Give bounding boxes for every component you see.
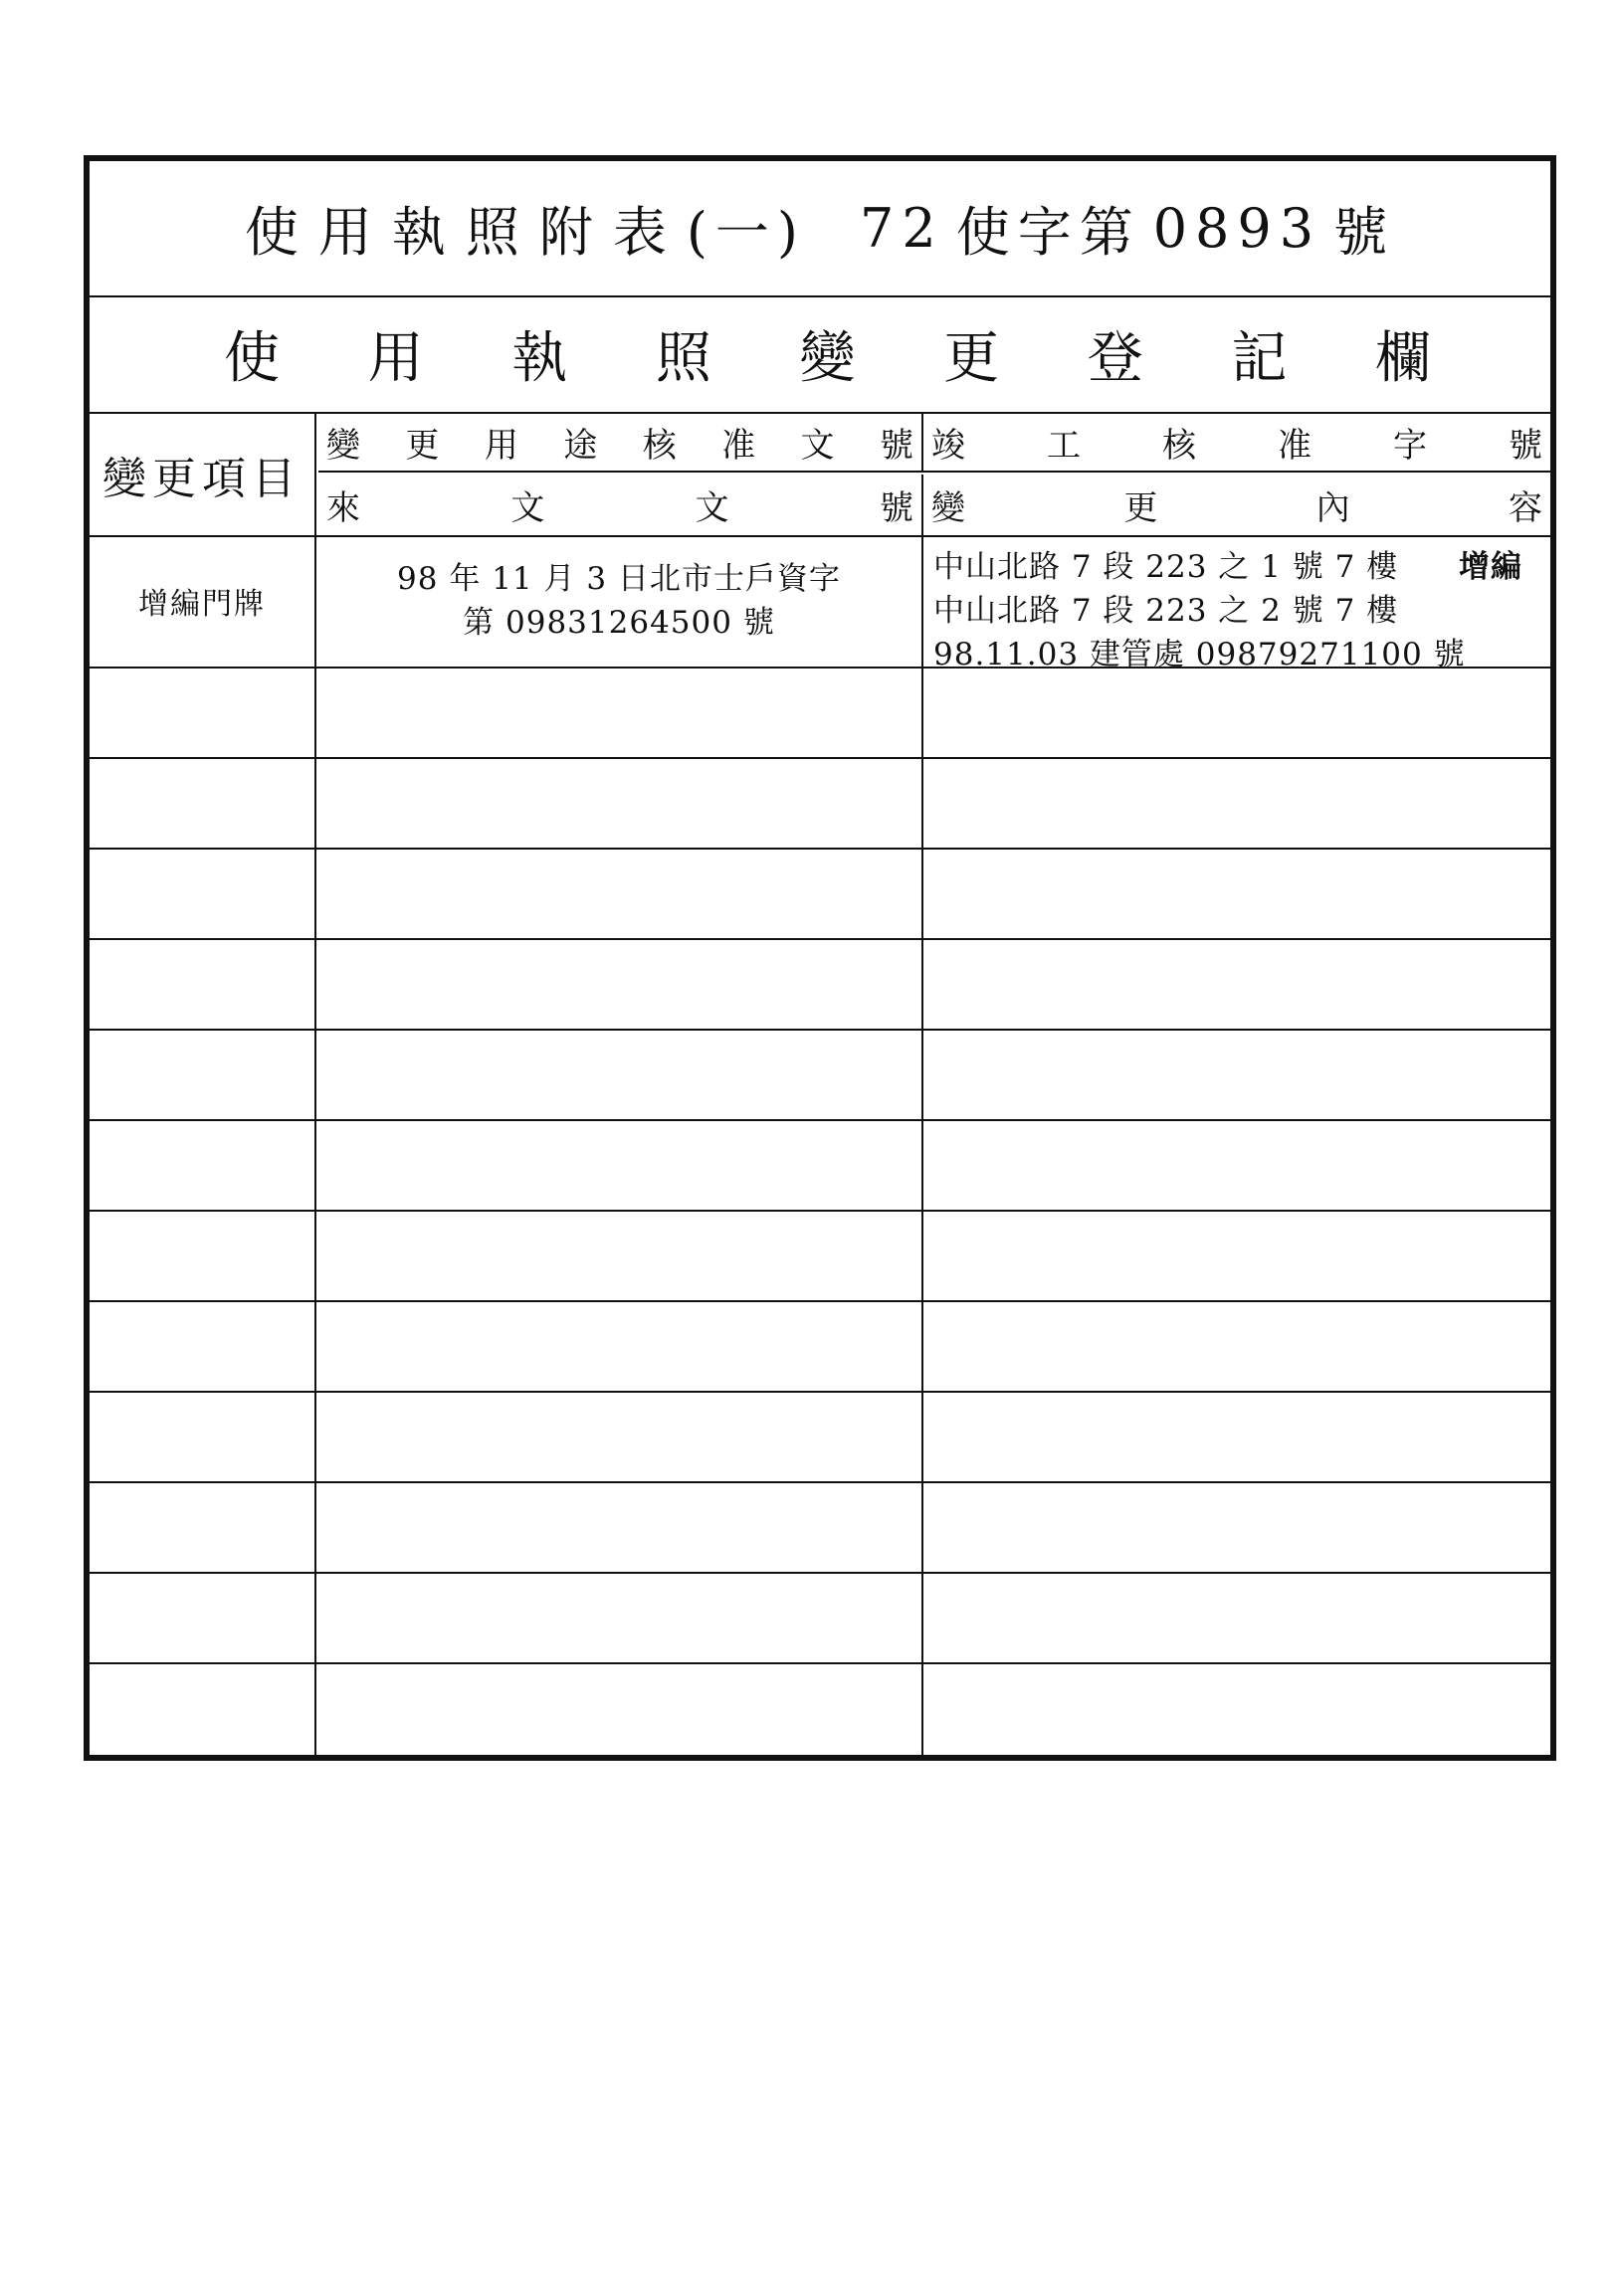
title-char: 號 — [1333, 201, 1396, 264]
empty-cell — [90, 1121, 316, 1210]
empty-cell — [316, 1121, 923, 1210]
empty-cell — [923, 850, 1550, 938]
title-char: 使字第 — [955, 201, 1141, 264]
empty-cell — [923, 1574, 1550, 1662]
empty-cell — [316, 1483, 923, 1572]
header-change-item: 變更項目 — [90, 414, 316, 535]
title-char: 表 — [612, 201, 675, 264]
subtitle-char: 更 — [943, 325, 1000, 391]
header-char: 工 — [1047, 426, 1081, 466]
header-char: 號 — [879, 426, 913, 466]
empty-cell — [923, 1031, 1550, 1119]
empty-cell — [923, 1483, 1550, 1572]
row-change-content — [923, 535, 1550, 672]
header-char: 號 — [879, 488, 913, 528]
header-char: 字 — [1393, 426, 1427, 466]
title-char: (一) — [686, 201, 806, 264]
header-char: 途 — [563, 426, 598, 466]
section-subtitle — [90, 295, 1550, 414]
table-row-empty — [90, 1393, 1550, 1483]
header-approval-doc-number — [318, 414, 923, 473]
header-completion-approval-number — [923, 414, 1550, 473]
empty-cell — [923, 1302, 1550, 1391]
table-row-empty — [90, 940, 1550, 1031]
header-char: 准 — [1278, 426, 1312, 466]
table-row-empty — [90, 1212, 1550, 1302]
content-text: 中山北路 7 段 223 之 1 號 7 樓 — [933, 549, 1399, 585]
subtitle-char: 欄 — [1375, 325, 1431, 391]
table-row-empty — [90, 1664, 1550, 1755]
table-row-empty — [90, 1031, 1550, 1121]
empty-cell — [316, 940, 923, 1029]
content-tag: 增編 — [1459, 549, 1522, 585]
empty-cell — [90, 1574, 316, 1662]
header-char: 文 — [800, 426, 835, 466]
subtitle-char: 使 — [224, 325, 280, 391]
content-line: 中山北路 7 段 223 之 2 號 7 樓 — [933, 593, 1399, 629]
subtitle-char: 記 — [1231, 325, 1288, 391]
empty-cell — [90, 940, 316, 1029]
table-row-empty — [90, 1483, 1550, 1574]
empty-cell — [90, 1483, 316, 1572]
empty-cell — [90, 1664, 316, 1755]
title-char: 使 — [244, 201, 306, 264]
doc-line: 98 年 11 月 3 日北市士戶資字 — [397, 561, 841, 597]
empty-cell — [923, 669, 1550, 757]
table-row-empty — [90, 1121, 1550, 1212]
empty-cell — [923, 1121, 1550, 1210]
subtitle-char: 登 — [1087, 325, 1143, 391]
empty-cell — [923, 1664, 1550, 1755]
header-char: 號 — [1509, 426, 1542, 466]
title-char: 0893 — [1152, 197, 1322, 260]
header-char: 核 — [642, 426, 677, 466]
empty-cell — [923, 940, 1550, 1029]
empty-cell — [316, 759, 923, 848]
empty-cell — [90, 1393, 316, 1481]
table-body — [90, 535, 1550, 1755]
title-char: 執 — [391, 201, 454, 264]
table-row — [90, 535, 1550, 672]
empty-cell — [90, 1212, 316, 1300]
table-row-empty — [90, 850, 1550, 940]
empty-cell — [923, 1393, 1550, 1481]
row-doc-number — [316, 535, 923, 667]
empty-cell — [90, 669, 316, 757]
row-change-item: 增編門牌 — [90, 535, 316, 667]
subtitle-char: 照 — [655, 325, 711, 391]
empty-cell — [316, 1302, 923, 1391]
table-row-empty — [90, 759, 1550, 850]
empty-cell — [90, 850, 316, 938]
document-title — [90, 161, 1550, 297]
header-char: 容 — [1508, 488, 1542, 528]
empty-cell — [923, 759, 1550, 848]
header-char: 更 — [405, 426, 440, 466]
empty-cell — [316, 1031, 923, 1119]
content-line: 98.11.03 建管處 09879271100 號 — [933, 637, 1466, 672]
empty-cell — [90, 1031, 316, 1119]
empty-cell — [90, 759, 316, 848]
table-header — [90, 414, 1550, 537]
empty-cell — [316, 1664, 923, 1755]
subtitle-char: 變 — [799, 325, 856, 391]
header-char: 更 — [1123, 488, 1158, 528]
content-line — [933, 545, 1550, 589]
empty-cell — [316, 850, 923, 938]
permit-sheet — [84, 155, 1556, 1761]
header-char: 變 — [326, 426, 360, 466]
header-char: 准 — [721, 426, 756, 466]
empty-cell — [923, 1212, 1550, 1300]
table-row-empty — [90, 1574, 1550, 1664]
doc-line: 第 09831264500 號 — [463, 605, 775, 641]
header-char: 用 — [484, 426, 518, 466]
header-char: 文 — [695, 488, 729, 528]
table-row-empty — [90, 1302, 1550, 1393]
header-char: 來 — [326, 488, 360, 528]
title-char: 附 — [538, 201, 601, 264]
empty-cell — [316, 669, 923, 757]
header-char: 內 — [1315, 488, 1350, 528]
header-char: 文 — [510, 488, 545, 528]
subtitle-char: 執 — [511, 325, 568, 391]
empty-cell — [90, 1302, 316, 1391]
empty-cell — [316, 1212, 923, 1300]
header-change-content — [923, 475, 1550, 535]
header-incoming-doc-number — [318, 475, 923, 535]
subtitle-char: 用 — [367, 325, 424, 391]
title-char: 照 — [465, 201, 527, 264]
header-char: 竣 — [931, 426, 965, 466]
table-row-empty — [90, 669, 1550, 759]
title-char: 72 — [859, 197, 944, 260]
empty-cell — [316, 1393, 923, 1481]
empty-cell — [316, 1574, 923, 1662]
header-char: 核 — [1162, 426, 1196, 466]
header-char: 變 — [931, 488, 965, 528]
title-char: 用 — [317, 201, 380, 264]
